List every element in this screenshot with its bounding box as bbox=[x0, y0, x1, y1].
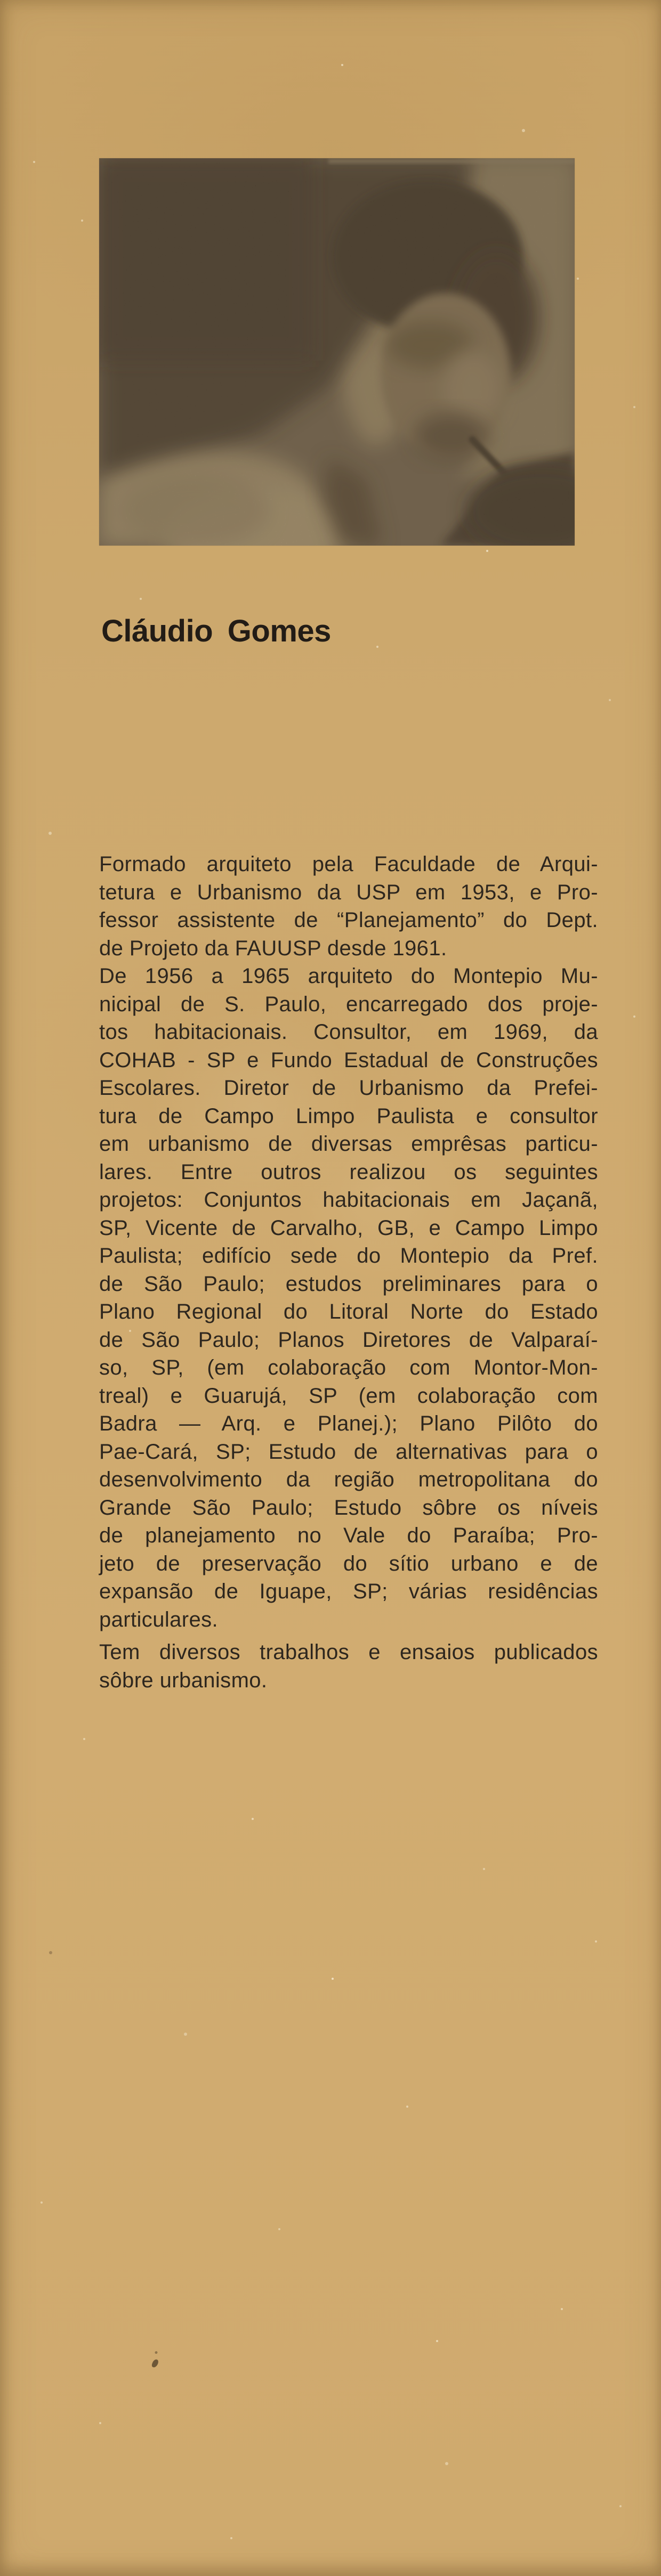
page-title: Cláudio Gomes bbox=[101, 614, 331, 648]
bio-line: nicipal de S. Paulo, encarregado dos proje- bbox=[99, 992, 598, 1016]
bio-line: Grande São Paulo; Estudo sôbre os níveis bbox=[99, 1496, 598, 1519]
biography-text bbox=[99, 850, 598, 1694]
bio-line: Pae-Cará, SP; Estudo de alternativas para o bbox=[99, 1440, 598, 1464]
bio-line: Badra — Arq. e Planej.); Plano Pilôto do bbox=[99, 1412, 598, 1435]
portrait-photo bbox=[99, 158, 575, 546]
bio-line: sôbre urbanismo. bbox=[99, 1668, 268, 1692]
bio-line: de São Paulo; estudos preliminares para o bbox=[99, 1272, 598, 1296]
bio-line: de São Paulo; Planos Diretores de Valparaí- bbox=[99, 1328, 598, 1352]
ink-speck bbox=[151, 2359, 159, 2369]
bio-line: Escolares. Diretor de Urbanismo da Prefei- bbox=[99, 1076, 598, 1100]
bio-line: lares. Entre outros realizou os seguintes bbox=[99, 1160, 598, 1184]
bio-line: tura de Campo Limpo Paulista e consultor bbox=[99, 1104, 598, 1128]
bio-line: treal) e Guarujá, SP (em colaboração com bbox=[99, 1384, 598, 1408]
bio-line: expansão de Iguape, SP; várias residências bbox=[99, 1580, 598, 1603]
bio-line: de planejamento no Vale do Paraíba; Pro- bbox=[99, 1524, 598, 1547]
bio-line: de Projeto da FAUUSP desde 1961. bbox=[99, 936, 447, 960]
bio-line: fessor assistente de “Planejamento” do Dept. bbox=[99, 908, 598, 932]
bio-line: em urbanismo de diversas emprêsas particu- bbox=[99, 1132, 598, 1156]
portrait-photo-illustration bbox=[99, 158, 575, 546]
bio-line: De 1956 a 1965 arquiteto do Montepio Mu- bbox=[99, 964, 598, 988]
bio-line: desenvolvimento da região metropolitana do bbox=[99, 1468, 598, 1491]
bio-line: Plano Regional do Litoral Norte do Estado bbox=[99, 1300, 598, 1323]
bio-line: SP, Vicente de Carvalho, GB, e Campo Limpo bbox=[99, 1216, 598, 1240]
bio-line: Paulista; edifício sede do Montepio da Pref. bbox=[99, 1244, 598, 1267]
bio-line: COHAB - SP e Fundo Estadual de Construções bbox=[99, 1048, 598, 1072]
bio-line: tetura e Urbanismo da USP em 1953, e Pro- bbox=[99, 880, 598, 904]
bio-line: so, SP, (em colaboração com Montor-Mon- bbox=[99, 1356, 598, 1379]
bio-line: jeto de preservação do sítio urbano e de bbox=[99, 1551, 598, 1575]
photo-sepia-wash bbox=[99, 158, 575, 546]
bio-line: particulares. bbox=[99, 1607, 219, 1631]
bio-line: Formado arquiteto pela Faculdade de Arqui- bbox=[99, 852, 598, 876]
bio-line: Tem diversos trabalhos e ensaios publicados bbox=[99, 1640, 598, 1664]
bio-line: tos habitacionais. Consultor, em 1969, da bbox=[99, 1020, 598, 1044]
ink-speck bbox=[49, 1951, 52, 1954]
bio-line: projetos: Conjuntos habitacionais em Jaçanã, bbox=[99, 1188, 598, 1212]
